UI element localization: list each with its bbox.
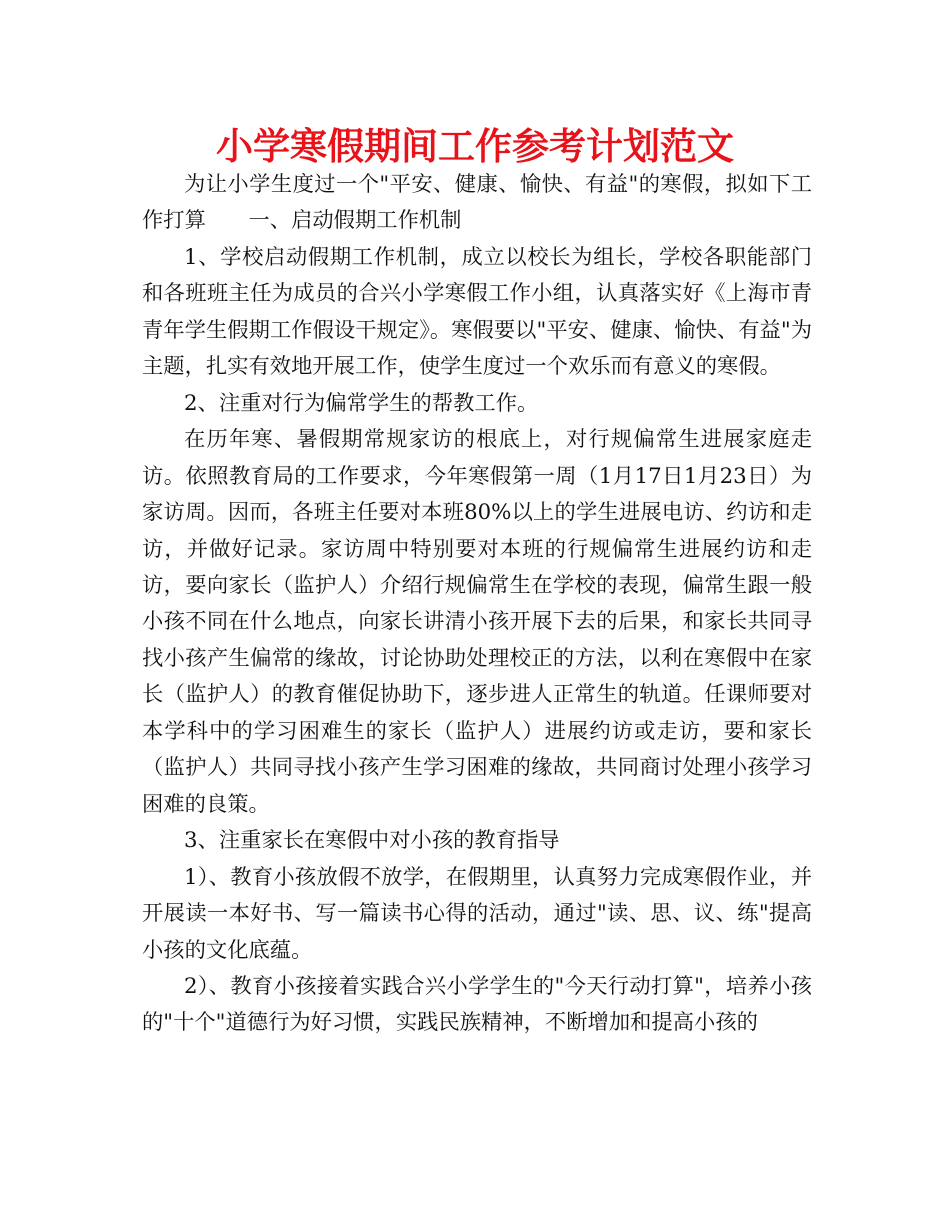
document-body [142,167,812,1042]
paragraph-3-1: 1）、教育小孩放假不放学，在假期里，认真努力完成寒假作业，并开展读一本好书、写一篇读书心得的活动，通过"读、思、议、练"提高小孩的文化底蕴。 [142,864,812,963]
paragraph-2: 2、注重对行为偏常学生的帮教工作。 [184,390,539,416]
paragraph-3: 3、注重家长在寒假中对小孩的教育指导 [184,828,560,854]
paragraph-intro: 为让小学生度过一个"平安、健康、愉快、有益"的寒假，拟如下工作打算 一、启动假期工作机制 [142,172,812,234]
paragraph-home-visit: 在历年寒、暑假期常规家访的根底上，对行规偏常生进展家庭走访。依照教育局的工作要求，今年寒假第一周（1月17日1月23日）为家访周。因而，各班主任要对本班80%以上的学生进展电访、约访和走访，并做好记录。家访周中特别要对本班的行规偏常生进展约访和走访，要向家长（监护人）介绍行规偏常生在学校的表现，偏常生跟一般小孩不同在什么地点，向家长讲清小孩开展下去的后果，和家长共同寻找小孩产生偏常的缘故，讨论协助处理校正的方法，以利在寒假中在家长（监护人）的教育催促协助下，逐步进人正常生的轨道。任课师要对本学科中的学习困难生的家长（监护人）进展约访或走访，要和家长（监护人）共同寻找小孩产生学习困难的缘故，共同商讨处理小孩学习困难的良策。 [142,427,812,817]
paragraph-3-2: 2）、教育小孩接着实践合兴小学学生的"今天行动打算"，培养小孩的"十个"道德行为好习惯，实践民族精神，不断增加和提高小孩的 [142,973,812,1036]
paragraph-1: 1、学校启动假期工作机制，成立以校长为组长，学校各职能部门和各班班主任为成员的合兴小学寒假工作小组，认真落实好《上海市青青年学生假期工作假设干规定》。寒假要以"平安、健康、愉快、有益"为主题，扎实有效地开展工作，使学生度过一个欢乐而有意义的寒假。 [142,244,812,380]
document-title: 小学寒假期间工作参考计划范文 [216,125,734,168]
